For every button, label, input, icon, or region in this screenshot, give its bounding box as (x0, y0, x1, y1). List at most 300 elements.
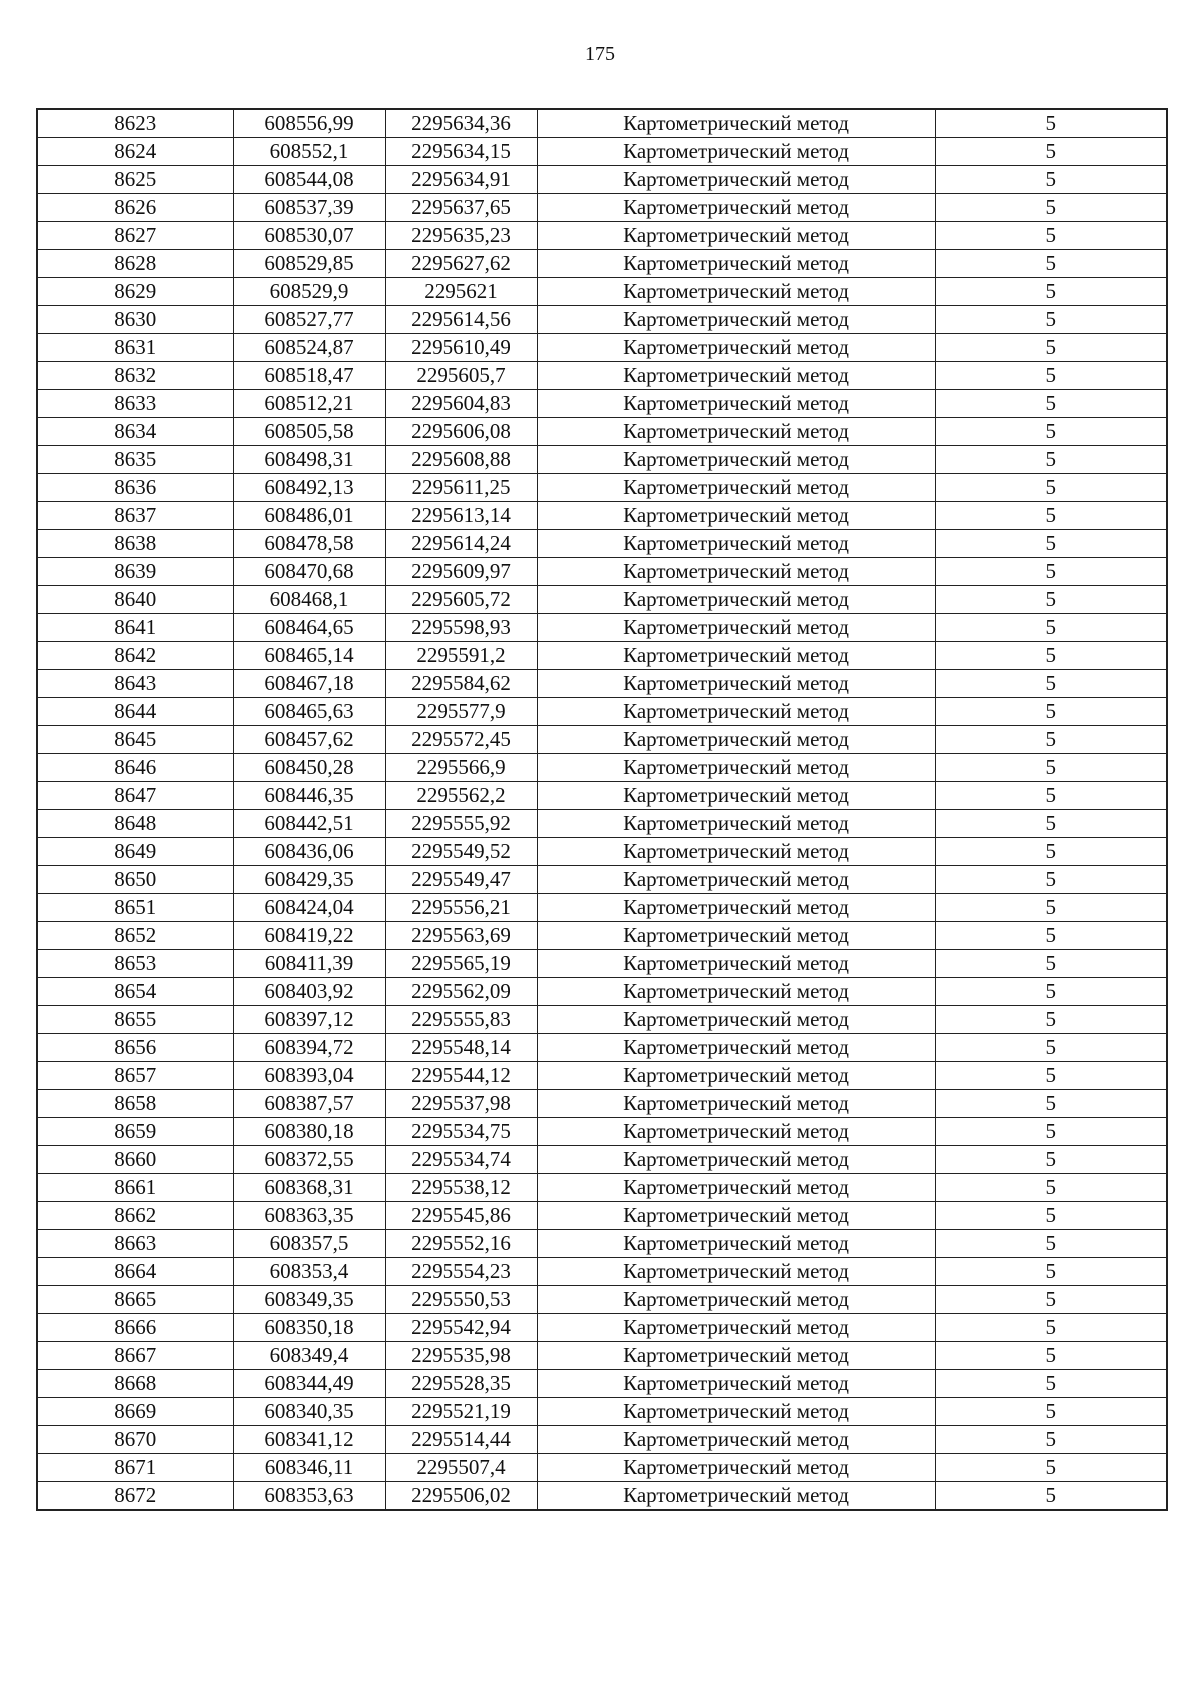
point-number-cell: 8625 (37, 166, 233, 194)
table-row (37, 1314, 1167, 1342)
point-number-cell: 8647 (37, 782, 233, 810)
x-coordinate-cell: 608537,39 (233, 194, 385, 222)
y-coordinate-cell: 2295549,47 (385, 866, 537, 894)
point-number-cell: 8632 (37, 362, 233, 390)
y-coordinate-cell: 2295605,72 (385, 586, 537, 614)
point-number-cell: 8650 (37, 866, 233, 894)
y-coordinate-cell: 2295611,25 (385, 474, 537, 502)
x-coordinate-cell: 608465,14 (233, 642, 385, 670)
point-number-cell: 8637 (37, 502, 233, 530)
method-cell: Картометрический метод (537, 1006, 935, 1034)
accuracy-cell: 5 (935, 978, 1167, 1006)
method-cell: Картометрический метод (537, 530, 935, 558)
x-coordinate-cell: 608470,68 (233, 558, 385, 586)
point-number-cell: 8654 (37, 978, 233, 1006)
x-coordinate-cell: 608380,18 (233, 1118, 385, 1146)
y-coordinate-cell: 2295609,97 (385, 558, 537, 586)
accuracy-cell: 5 (935, 950, 1167, 978)
method-cell: Картометрический метод (537, 1314, 935, 1342)
table-row (37, 1006, 1167, 1034)
x-coordinate-cell: 608498,31 (233, 446, 385, 474)
method-cell: Картометрический метод (537, 390, 935, 418)
accuracy-cell: 5 (935, 922, 1167, 950)
x-coordinate-cell: 608486,01 (233, 502, 385, 530)
x-coordinate-cell: 608353,63 (233, 1482, 385, 1511)
table-row (37, 642, 1167, 670)
point-number-cell: 8641 (37, 614, 233, 642)
table-row (37, 838, 1167, 866)
method-cell: Картометрический метод (537, 558, 935, 586)
method-cell: Картометрический метод (537, 950, 935, 978)
table-row (37, 1230, 1167, 1258)
x-coordinate-cell: 608344,49 (233, 1370, 385, 1398)
y-coordinate-cell: 2295534,75 (385, 1118, 537, 1146)
x-coordinate-cell: 608529,85 (233, 250, 385, 278)
point-number-cell: 8662 (37, 1202, 233, 1230)
method-cell: Картометрический метод (537, 418, 935, 446)
table-row (37, 586, 1167, 614)
x-coordinate-cell: 608403,92 (233, 978, 385, 1006)
accuracy-cell: 5 (935, 1258, 1167, 1286)
table-row (37, 278, 1167, 306)
table-row (37, 782, 1167, 810)
accuracy-cell: 5 (935, 894, 1167, 922)
table-row (37, 950, 1167, 978)
accuracy-cell: 5 (935, 138, 1167, 166)
y-coordinate-cell: 2295554,23 (385, 1258, 537, 1286)
coordinates-table (36, 108, 1168, 1511)
x-coordinate-cell: 608467,18 (233, 670, 385, 698)
accuracy-cell: 5 (935, 698, 1167, 726)
point-number-cell: 8655 (37, 1006, 233, 1034)
method-cell: Картометрический метод (537, 1370, 935, 1398)
accuracy-cell: 5 (935, 614, 1167, 642)
method-cell: Картометрический метод (537, 866, 935, 894)
point-number-cell: 8661 (37, 1174, 233, 1202)
accuracy-cell: 5 (935, 1062, 1167, 1090)
y-coordinate-cell: 2295542,94 (385, 1314, 537, 1342)
x-coordinate-cell: 608505,58 (233, 418, 385, 446)
accuracy-cell: 5 (935, 1342, 1167, 1370)
accuracy-cell: 5 (935, 1090, 1167, 1118)
x-coordinate-cell: 608419,22 (233, 922, 385, 950)
point-number-cell: 8631 (37, 334, 233, 362)
x-coordinate-cell: 608363,35 (233, 1202, 385, 1230)
method-cell: Картометрический метод (537, 698, 935, 726)
x-coordinate-cell: 608527,77 (233, 306, 385, 334)
method-cell: Картометрический метод (537, 138, 935, 166)
point-number-cell: 8644 (37, 698, 233, 726)
x-coordinate-cell: 608524,87 (233, 334, 385, 362)
table-row (37, 894, 1167, 922)
method-cell: Картометрический метод (537, 1174, 935, 1202)
point-number-cell: 8665 (37, 1286, 233, 1314)
accuracy-cell: 5 (935, 1118, 1167, 1146)
y-coordinate-cell: 2295635,23 (385, 222, 537, 250)
table-row (37, 1062, 1167, 1090)
table-row (37, 306, 1167, 334)
y-coordinate-cell: 2295521,19 (385, 1398, 537, 1426)
y-coordinate-cell: 2295613,14 (385, 502, 537, 530)
table-row (37, 390, 1167, 418)
point-number-cell: 8672 (37, 1482, 233, 1511)
method-cell: Картометрический метод (537, 614, 935, 642)
y-coordinate-cell: 2295506,02 (385, 1482, 537, 1511)
accuracy-cell: 5 (935, 1174, 1167, 1202)
x-coordinate-cell: 608368,31 (233, 1174, 385, 1202)
point-number-cell: 8668 (37, 1370, 233, 1398)
method-cell: Картометрический метод (537, 1398, 935, 1426)
table-row (37, 922, 1167, 950)
accuracy-cell: 5 (935, 418, 1167, 446)
y-coordinate-cell: 2295514,44 (385, 1426, 537, 1454)
x-coordinate-cell: 608544,08 (233, 166, 385, 194)
point-number-cell: 8671 (37, 1454, 233, 1482)
y-coordinate-cell: 2295555,83 (385, 1006, 537, 1034)
y-coordinate-cell: 2295606,08 (385, 418, 537, 446)
method-cell: Картометрический метод (537, 1454, 935, 1482)
accuracy-cell: 5 (935, 474, 1167, 502)
method-cell: Картометрический метод (537, 1202, 935, 1230)
point-number-cell: 8639 (37, 558, 233, 586)
y-coordinate-cell: 2295637,65 (385, 194, 537, 222)
table-row (37, 474, 1167, 502)
method-cell: Картометрический метод (537, 306, 935, 334)
y-coordinate-cell: 2295604,83 (385, 390, 537, 418)
table-row (37, 334, 1167, 362)
accuracy-cell: 5 (935, 1398, 1167, 1426)
method-cell: Картометрический метод (537, 1286, 935, 1314)
table-row (37, 530, 1167, 558)
method-cell: Картометрический метод (537, 1090, 935, 1118)
table-row (37, 866, 1167, 894)
page-number: 175 (585, 43, 615, 65)
x-coordinate-cell: 608492,13 (233, 474, 385, 502)
x-coordinate-cell: 608350,18 (233, 1314, 385, 1342)
method-cell: Картометрический метод (537, 1258, 935, 1286)
y-coordinate-cell: 2295528,35 (385, 1370, 537, 1398)
table-row (37, 558, 1167, 586)
x-coordinate-cell: 608518,47 (233, 362, 385, 390)
y-coordinate-cell: 2295634,36 (385, 109, 537, 138)
method-cell: Картометрический метод (537, 642, 935, 670)
table-row (37, 109, 1167, 138)
accuracy-cell: 5 (935, 866, 1167, 894)
y-coordinate-cell: 2295610,49 (385, 334, 537, 362)
y-coordinate-cell: 2295507,4 (385, 1454, 537, 1482)
y-coordinate-cell: 2295608,88 (385, 446, 537, 474)
point-number-cell: 8648 (37, 810, 233, 838)
table-row (37, 418, 1167, 446)
x-coordinate-cell: 608442,51 (233, 810, 385, 838)
y-coordinate-cell: 2295614,56 (385, 306, 537, 334)
y-coordinate-cell: 2295627,62 (385, 250, 537, 278)
point-number-cell: 8658 (37, 1090, 233, 1118)
point-number-cell: 8630 (37, 306, 233, 334)
x-coordinate-cell: 608465,63 (233, 698, 385, 726)
y-coordinate-cell: 2295565,19 (385, 950, 537, 978)
y-coordinate-cell: 2295537,98 (385, 1090, 537, 1118)
point-number-cell: 8649 (37, 838, 233, 866)
accuracy-cell: 5 (935, 1482, 1167, 1511)
accuracy-cell: 5 (935, 362, 1167, 390)
point-number-cell: 8623 (37, 109, 233, 138)
accuracy-cell: 5 (935, 194, 1167, 222)
y-coordinate-cell: 2295555,92 (385, 810, 537, 838)
table-row (37, 1426, 1167, 1454)
table-row (37, 250, 1167, 278)
table-row (37, 1174, 1167, 1202)
method-cell: Картометрический метод (537, 1342, 935, 1370)
accuracy-cell: 5 (935, 1034, 1167, 1062)
accuracy-cell: 5 (935, 586, 1167, 614)
method-cell: Картометрический метод (537, 502, 935, 530)
accuracy-cell: 5 (935, 1006, 1167, 1034)
point-number-cell: 8657 (37, 1062, 233, 1090)
table-row (37, 1342, 1167, 1370)
method-cell: Картометрический метод (537, 894, 935, 922)
accuracy-cell: 5 (935, 222, 1167, 250)
accuracy-cell: 5 (935, 782, 1167, 810)
x-coordinate-cell: 608478,58 (233, 530, 385, 558)
method-cell: Картометрический метод (537, 194, 935, 222)
point-number-cell: 8624 (37, 138, 233, 166)
method-cell: Картометрический метод (537, 109, 935, 138)
table-row (37, 614, 1167, 642)
accuracy-cell: 5 (935, 558, 1167, 586)
method-cell: Картометрический метод (537, 1146, 935, 1174)
method-cell: Картометрический метод (537, 250, 935, 278)
x-coordinate-cell: 608349,4 (233, 1342, 385, 1370)
y-coordinate-cell: 2295605,7 (385, 362, 537, 390)
point-number-cell: 8636 (37, 474, 233, 502)
table-row (37, 194, 1167, 222)
table-row (37, 1370, 1167, 1398)
accuracy-cell: 5 (935, 446, 1167, 474)
point-number-cell: 8634 (37, 418, 233, 446)
table-row (37, 978, 1167, 1006)
table-row (37, 698, 1167, 726)
x-coordinate-cell: 608353,4 (233, 1258, 385, 1286)
method-cell: Картометрический метод (537, 362, 935, 390)
method-cell: Картометрический метод (537, 586, 935, 614)
method-cell: Картометрический метод (537, 166, 935, 194)
x-coordinate-cell: 608411,39 (233, 950, 385, 978)
table-row (37, 1034, 1167, 1062)
method-cell: Картометрический метод (537, 1482, 935, 1511)
point-number-cell: 8666 (37, 1314, 233, 1342)
accuracy-cell: 5 (935, 250, 1167, 278)
method-cell: Картометрический метод (537, 474, 935, 502)
y-coordinate-cell: 2295577,9 (385, 698, 537, 726)
x-coordinate-cell: 608512,21 (233, 390, 385, 418)
table-row (37, 670, 1167, 698)
method-cell: Картометрический метод (537, 278, 935, 306)
x-coordinate-cell: 608556,99 (233, 109, 385, 138)
point-number-cell: 8628 (37, 250, 233, 278)
table-row (37, 502, 1167, 530)
accuracy-cell: 5 (935, 390, 1167, 418)
accuracy-cell: 5 (935, 642, 1167, 670)
x-coordinate-cell: 608346,11 (233, 1454, 385, 1482)
method-cell: Картометрический метод (537, 1230, 935, 1258)
table-row (37, 1090, 1167, 1118)
accuracy-cell: 5 (935, 726, 1167, 754)
table-row (37, 222, 1167, 250)
accuracy-cell: 5 (935, 1370, 1167, 1398)
method-cell: Картометрический метод (537, 782, 935, 810)
y-coordinate-cell: 2295535,98 (385, 1342, 537, 1370)
accuracy-cell: 5 (935, 109, 1167, 138)
x-coordinate-cell: 608424,04 (233, 894, 385, 922)
point-number-cell: 8651 (37, 894, 233, 922)
method-cell: Картометрический метод (537, 1426, 935, 1454)
accuracy-cell: 5 (935, 278, 1167, 306)
y-coordinate-cell: 2295591,2 (385, 642, 537, 670)
method-cell: Картометрический метод (537, 838, 935, 866)
y-coordinate-cell: 2295562,2 (385, 782, 537, 810)
point-number-cell: 8627 (37, 222, 233, 250)
table-row (37, 1202, 1167, 1230)
point-number-cell: 8646 (37, 754, 233, 782)
y-coordinate-cell: 2295621 (385, 278, 537, 306)
accuracy-cell: 5 (935, 1314, 1167, 1342)
y-coordinate-cell: 2295598,93 (385, 614, 537, 642)
point-number-cell: 8626 (37, 194, 233, 222)
method-cell: Картометрический метод (537, 1034, 935, 1062)
y-coordinate-cell: 2295550,53 (385, 1286, 537, 1314)
method-cell: Картометрический метод (537, 922, 935, 950)
accuracy-cell: 5 (935, 1454, 1167, 1482)
y-coordinate-cell: 2295566,9 (385, 754, 537, 782)
y-coordinate-cell: 2295634,15 (385, 138, 537, 166)
x-coordinate-cell: 608464,65 (233, 614, 385, 642)
accuracy-cell: 5 (935, 754, 1167, 782)
accuracy-cell: 5 (935, 1426, 1167, 1454)
table-row (37, 446, 1167, 474)
y-coordinate-cell: 2295538,12 (385, 1174, 537, 1202)
method-cell: Картометрический метод (537, 670, 935, 698)
y-coordinate-cell: 2295584,62 (385, 670, 537, 698)
accuracy-cell: 5 (935, 334, 1167, 362)
x-coordinate-cell: 608341,12 (233, 1426, 385, 1454)
table-body (37, 109, 1167, 1510)
point-number-cell: 8638 (37, 530, 233, 558)
table-row (37, 1482, 1167, 1511)
table-row (37, 726, 1167, 754)
y-coordinate-cell: 2295634,91 (385, 166, 537, 194)
accuracy-cell: 5 (935, 166, 1167, 194)
x-coordinate-cell: 608349,35 (233, 1286, 385, 1314)
y-coordinate-cell: 2295534,74 (385, 1146, 537, 1174)
accuracy-cell: 5 (935, 1286, 1167, 1314)
accuracy-cell: 5 (935, 530, 1167, 558)
method-cell: Картометрический метод (537, 222, 935, 250)
y-coordinate-cell: 2295552,16 (385, 1230, 537, 1258)
x-coordinate-cell: 608552,1 (233, 138, 385, 166)
table-row (37, 138, 1167, 166)
table-row (37, 166, 1167, 194)
table-row (37, 1398, 1167, 1426)
point-number-cell: 8664 (37, 1258, 233, 1286)
accuracy-cell: 5 (935, 1146, 1167, 1174)
point-number-cell: 8629 (37, 278, 233, 306)
y-coordinate-cell: 2295563,69 (385, 922, 537, 950)
point-number-cell: 8643 (37, 670, 233, 698)
x-coordinate-cell: 608340,35 (233, 1398, 385, 1426)
point-number-cell: 8660 (37, 1146, 233, 1174)
point-number-cell: 8645 (37, 726, 233, 754)
table-row (37, 754, 1167, 782)
method-cell: Картометрический метод (537, 1118, 935, 1146)
y-coordinate-cell: 2295549,52 (385, 838, 537, 866)
x-coordinate-cell: 608529,9 (233, 278, 385, 306)
x-coordinate-cell: 608393,04 (233, 1062, 385, 1090)
method-cell: Картометрический метод (537, 334, 935, 362)
y-coordinate-cell: 2295545,86 (385, 1202, 537, 1230)
y-coordinate-cell: 2295572,45 (385, 726, 537, 754)
table-row (37, 1146, 1167, 1174)
x-coordinate-cell: 608372,55 (233, 1146, 385, 1174)
point-number-cell: 8633 (37, 390, 233, 418)
x-coordinate-cell: 608446,35 (233, 782, 385, 810)
y-coordinate-cell: 2295544,12 (385, 1062, 537, 1090)
y-coordinate-cell: 2295562,09 (385, 978, 537, 1006)
point-number-cell: 8663 (37, 1230, 233, 1258)
x-coordinate-cell: 608429,35 (233, 866, 385, 894)
point-number-cell: 8642 (37, 642, 233, 670)
table-row (37, 1286, 1167, 1314)
x-coordinate-cell: 608357,5 (233, 1230, 385, 1258)
x-coordinate-cell: 608436,06 (233, 838, 385, 866)
y-coordinate-cell: 2295614,24 (385, 530, 537, 558)
y-coordinate-cell: 2295556,21 (385, 894, 537, 922)
method-cell: Картометрический метод (537, 1062, 935, 1090)
accuracy-cell: 5 (935, 1230, 1167, 1258)
table-row (37, 810, 1167, 838)
point-number-cell: 8652 (37, 922, 233, 950)
x-coordinate-cell: 608397,12 (233, 1006, 385, 1034)
x-coordinate-cell: 608530,07 (233, 222, 385, 250)
point-number-cell: 8667 (37, 1342, 233, 1370)
y-coordinate-cell: 2295548,14 (385, 1034, 537, 1062)
x-coordinate-cell: 608387,57 (233, 1090, 385, 1118)
method-cell: Картометрический метод (537, 978, 935, 1006)
method-cell: Картометрический метод (537, 446, 935, 474)
point-number-cell: 8640 (37, 586, 233, 614)
table-row (37, 1118, 1167, 1146)
method-cell: Картометрический метод (537, 810, 935, 838)
accuracy-cell: 5 (935, 810, 1167, 838)
point-number-cell: 8656 (37, 1034, 233, 1062)
point-number-cell: 8659 (37, 1118, 233, 1146)
point-number-cell: 8653 (37, 950, 233, 978)
table-row (37, 1258, 1167, 1286)
x-coordinate-cell: 608450,28 (233, 754, 385, 782)
x-coordinate-cell: 608468,1 (233, 586, 385, 614)
accuracy-cell: 5 (935, 306, 1167, 334)
point-number-cell: 8669 (37, 1398, 233, 1426)
x-coordinate-cell: 608457,62 (233, 726, 385, 754)
point-number-cell: 8670 (37, 1426, 233, 1454)
method-cell: Картометрический метод (537, 726, 935, 754)
x-coordinate-cell: 608394,72 (233, 1034, 385, 1062)
accuracy-cell: 5 (935, 1202, 1167, 1230)
table-row (37, 362, 1167, 390)
accuracy-cell: 5 (935, 670, 1167, 698)
accuracy-cell: 5 (935, 838, 1167, 866)
accuracy-cell: 5 (935, 502, 1167, 530)
